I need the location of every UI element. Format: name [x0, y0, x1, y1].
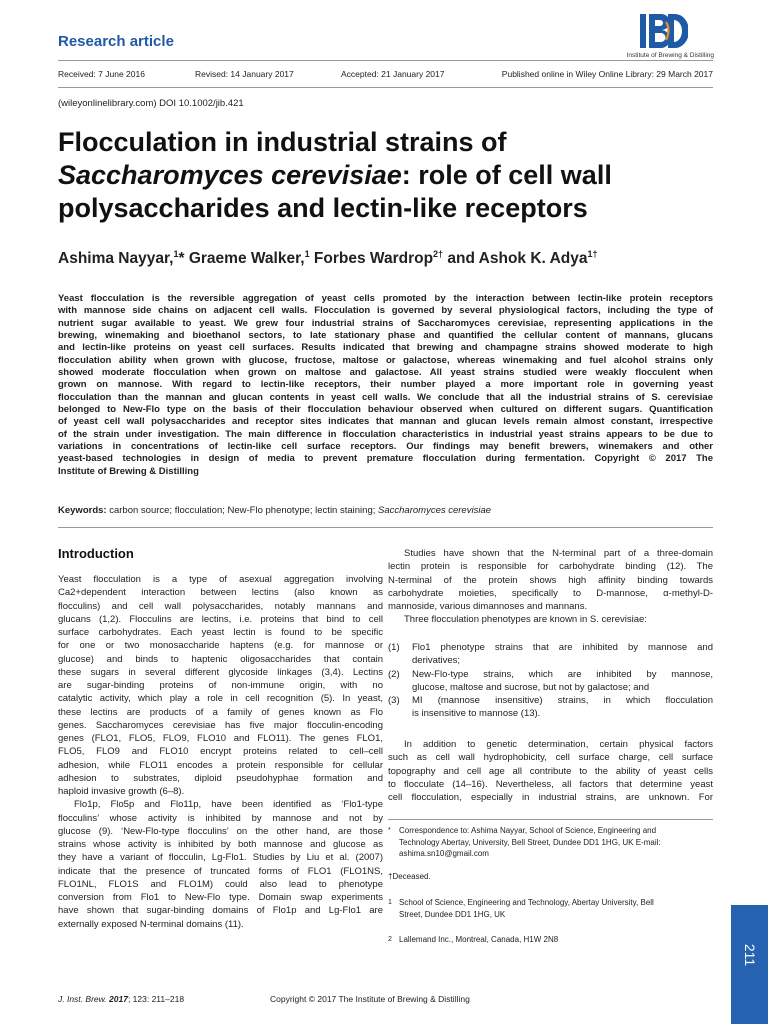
section-heading-introduction: Introduction: [58, 546, 134, 561]
body-line: In addition to genetic determination, certain physical factors: [404, 739, 713, 750]
body-line: FLO5, FLO9 and FLO10 encrypt proteins related to cell–cell: [58, 746, 383, 758]
author-1-affiliation: 1: [173, 249, 179, 259]
abstract-line: Institute of Brewing & Distilling: [58, 465, 199, 477]
footnote-mark: 2: [388, 936, 392, 943]
intro-right-column-continued: [388, 738, 713, 804]
abstract-line: flocculation than the mannan and glucan contents in yeast cell walls. We conclude that all the industrial strains of S. cerevisiae: [58, 391, 713, 403]
title-line-3: polysaccharides and lectin-like receptors: [58, 193, 588, 223]
footnote-line: Street, Dundee DD1 1HG, UK: [399, 909, 506, 919]
list-item: [388, 668, 713, 695]
ibd-logo: [610, 12, 714, 60]
dates-rule: [58, 87, 713, 88]
author-1: Ashima Nayyar,: [58, 250, 174, 268]
author-3-affiliation: 2†: [433, 249, 444, 259]
revised-date: Revised: 14 January 2017: [195, 69, 294, 79]
body-line: FLO1NL, FLO1S and FLO1M) could also lead to phenotype: [58, 878, 383, 890]
footnote-line: Correspondence to: Ashima Nayyar, School of Science, Engineering and: [399, 826, 657, 835]
body-line: surface carbohydrates. Each yeast lectin is found to be specific: [58, 627, 383, 638]
body-line: topography and cell age all contribute to the ability of yeast cells: [388, 765, 713, 777]
body-line: conversion from Flo1 to New-Flo type. Domain swap experiments: [58, 892, 383, 903]
author-4-affiliation: 1†: [587, 249, 598, 259]
footnote-line: ashima.sn10@gmail.com: [399, 849, 489, 858]
abstract-line: grown on mannose. With regard to lectin-like receptors, their number played a more important role in governing yeast: [58, 379, 713, 391]
body-line: flocculins) and cell wall polysaccharides, notably mannans and: [58, 600, 383, 612]
body-line: to flocculate (14–16). Nevertheless, all factors that determine yeast: [388, 778, 713, 790]
article-title: [58, 126, 718, 225]
footnote-mark: *: [388, 827, 391, 834]
keywords-label: Keywords:: [58, 505, 107, 516]
journal-name: J. Inst. Brew.: [58, 994, 107, 1004]
page-number: 211: [742, 943, 758, 967]
body-line: are sugar-binding proteins of non-immune origin, with no: [58, 680, 383, 691]
footnote-line: Technology Abertay, University, Bell Street, Dundee DD1 1HG, UK E-mail:: [399, 837, 661, 847]
body-line: Three flocculation phenotypes are known in S. cerevisiae:: [404, 614, 647, 626]
body-line: they have a variant of flocculin, Lg-Flo1. Studies by Liu et al. (2007): [58, 852, 383, 864]
phenotype-list: [388, 641, 713, 721]
abstract-line: brewing, winemaking and bioethanol sectors, to late stationary phase and quantified the cellular content of mannans, glucans: [58, 330, 713, 342]
abstract-line: variations in concentrations of lectin-like cell surface receptors. Our findings may benefit brewers, winemakers and other: [58, 441, 713, 453]
title-species: Saccharomyces cerevisiae: [58, 160, 402, 190]
body-line: have shown that sugar-binding domains of Flo1p and Lg-Flo1 are: [58, 905, 383, 917]
list-number: (2): [388, 668, 400, 680]
abstract-line: and lectin-like proteins on yeast cell surfaces. Results indicated that brewing and champagne strains showed moderate to high: [58, 342, 713, 354]
body-line: Yeast flocculation is a type of asexual aggregation involving: [58, 574, 383, 585]
deceased-footnote: [388, 871, 713, 883]
body-line: such as cell wall hydrophobicity, cell surface charge, cell surface: [388, 752, 713, 764]
title-line-2-rest: : role of cell wall: [401, 160, 612, 190]
body-line: Studies have shown that the N-terminal part of a three-domain: [404, 548, 713, 559]
abstract-line: flocculation ability when grown with glucose, fructose, maltose or galactose, whereas winemaking and fuel alcohol strains only: [58, 354, 713, 366]
title-line-1: Flocculation in industrial strains of: [58, 127, 507, 157]
intro-right-column: [388, 547, 713, 631]
body-line: cell flocculation, especially in industrial strains, are unknown. For: [388, 792, 713, 803]
corresponding-star: *: [178, 250, 185, 268]
page-number-tab: [731, 905, 768, 1024]
body-line: adhesion, while FLO11 encodes a protein responsible for cellular: [58, 759, 383, 771]
body-line: glucose (9). ‘New-Flo-type flocculins’ on the other hand, are those: [58, 825, 383, 837]
keywords-species: Saccharomyces cerevisiae: [378, 505, 492, 516]
footnote-line: School of Science, Engineering and Technology, Abertay University, Bell: [399, 898, 654, 907]
header-rule: [58, 60, 713, 61]
list-item: [388, 694, 713, 721]
abstract-line: yeast-based technologies in design of media to prevent premature flocculation during fermentation. Copyright © 2017 The: [58, 453, 713, 465]
body-line: flocculins’ whose activity is inhibited by mannose and not by: [58, 812, 383, 824]
journal-year: 2017: [109, 994, 128, 1004]
list-number: (1): [388, 642, 400, 653]
body-line: for one or two monosaccharide haptens (e.g. for mannose or: [58, 640, 383, 652]
article-type-label: Research article: [58, 33, 174, 50]
body-line: these sugars in several different glycoside linkages (3,4). Lectins: [58, 666, 383, 678]
author-4: and Ashok K. Adya: [443, 250, 588, 268]
list-line: MI (mannose insensitive) strains, in which flocculation: [412, 695, 713, 706]
body-line: lectin protein is responsible for carbohydrate binding (12). The: [388, 561, 713, 573]
body-line: carbohydrate moieties, specifically to D-mannose, α-methyl-D-: [388, 587, 713, 599]
body-line: mannoside, various dimannoses and mannans.: [388, 601, 588, 612]
body-line: haploid invasive growth (6–8).: [58, 786, 185, 797]
list-line: glucose, maltose and sucrose, but not by galactose; and: [412, 681, 650, 693]
logo-caption: Institute of Brewing & Distilling: [626, 52, 714, 59]
abstract-line: Yeast flocculation is the reversible aggregation of yeast cells promoted by the interaction between lectin-like protein receptors: [58, 293, 713, 304]
accepted-date: Accepted: 21 January 2017: [341, 69, 445, 79]
body-line: Ca2+dependent interaction between lectins (also known as: [58, 587, 383, 599]
abstract-line: showed moderate flocculation when grown on maltose and galactose. All yeast strains studied were weakly flocculent when: [58, 367, 713, 379]
list-line: Flo1 phenotype strains that are inhibited by mannose and: [412, 642, 713, 653]
body-line: adhesion to substrates, diploid pseudohyphae formation and: [58, 772, 383, 784]
body-line: indicate that the presence of truncated forms of FLO1 (FLO1NS,: [58, 865, 383, 877]
published-date: Published online in Wiley Online Library: 29 March 2017: [501, 69, 713, 79]
affiliation-2-footnote: [388, 934, 713, 946]
footnote-line: †Deceased.: [388, 872, 431, 881]
body-line: glucans (1,2). Flocculins are lectins, i.e. proteins that bind to cell: [58, 613, 383, 625]
list-item: [388, 641, 713, 668]
abstract-line: with mannose side chains on adjacent cell walls. Flocculation is governed by several physiological factors, including the type of: [58, 305, 713, 317]
keywords: [58, 505, 491, 516]
footnote-line: Lallemand Inc., Montreal, Canada, H1W 2N8: [399, 935, 559, 944]
list-line: is insensitive to mannose (13).: [412, 708, 541, 720]
author-2: Graeme Walker,: [184, 250, 305, 268]
list-line: New-Flo-type strains, which are inhibited by mannose,: [412, 668, 713, 680]
keywords-text: carbon source; flocculation; New-Flo phenotype; lectin staining;: [106, 505, 379, 516]
abstract-rule: [58, 527, 713, 528]
body-line: these lectins are products of a family of genes known as Flo: [58, 706, 383, 718]
author-list: [58, 249, 597, 268]
abstract-line: nutrient sugar available to yeast. We grew four industrial strains of Saccharomyces cerevisiae, representing applications in the: [58, 317, 713, 329]
body-line: Flo1p, Flo5p and Flo11p, have been identified as ‘Flo1-type: [74, 799, 383, 811]
intro-left-column: [58, 573, 383, 931]
footnote-mark: 1: [388, 899, 392, 906]
body-line: genes (FLO1, FLO5, FLO9, FLO10 and FLO11). The genes FLO1,: [58, 733, 383, 744]
journal-volume-pages: ; 123: 211–218: [127, 994, 185, 1004]
footnote-rule: [388, 819, 713, 820]
correspondence-footnote: [388, 825, 713, 860]
affiliation-1-footnote: [388, 897, 713, 920]
list-number: (3): [388, 695, 400, 706]
abstract: [58, 293, 713, 478]
abstract-line: of the strain under investigation. The main difference in flocculation characteristics in industrial yeast strains appears to be due to: [58, 428, 713, 440]
body-line: catalytic activity, which play a role in cell recognition (5). In yeast,: [58, 693, 383, 705]
author-2-affiliation: 1: [304, 249, 310, 259]
journal-citation: [58, 994, 184, 1004]
body-line: genes. Saccharomyces cerevisiae has five major flocculin-encoding: [58, 719, 383, 731]
body-line: glucose) and binds to haptenic oligosaccharides that contain: [58, 653, 383, 665]
footer-copyright: Copyright © 2017 The Institute of Brewing & Distilling: [270, 994, 470, 1004]
doi-line: (wileyonlinelibrary.com) DOI 10.1002/jib.421: [58, 98, 244, 109]
author-3: Forbes Wardrop: [309, 250, 434, 268]
body-line: strains whose activity is inhibited by both mannose and glucose as: [58, 839, 383, 850]
body-line: N-terminal of the protein shows high affinity binding towards: [388, 574, 713, 586]
abstract-line: belonged to New-Flo type on the basis of their flocculation behaviour observed when cultured on different sugars. Quantification: [58, 404, 713, 416]
received-date: Received: 7 June 2016: [58, 69, 145, 79]
body-line: externally exposed N-terminal domains (11).: [58, 918, 244, 930]
title-line-2: [58, 159, 718, 192]
list-line: derivatives;: [412, 655, 461, 667]
ibd-logo-icon: [638, 12, 688, 50]
abstract-line: of yeast cell wall polysaccharides and receptor sites indicates that mannan and glucan levels remain almost constant, irrespective: [58, 416, 713, 428]
